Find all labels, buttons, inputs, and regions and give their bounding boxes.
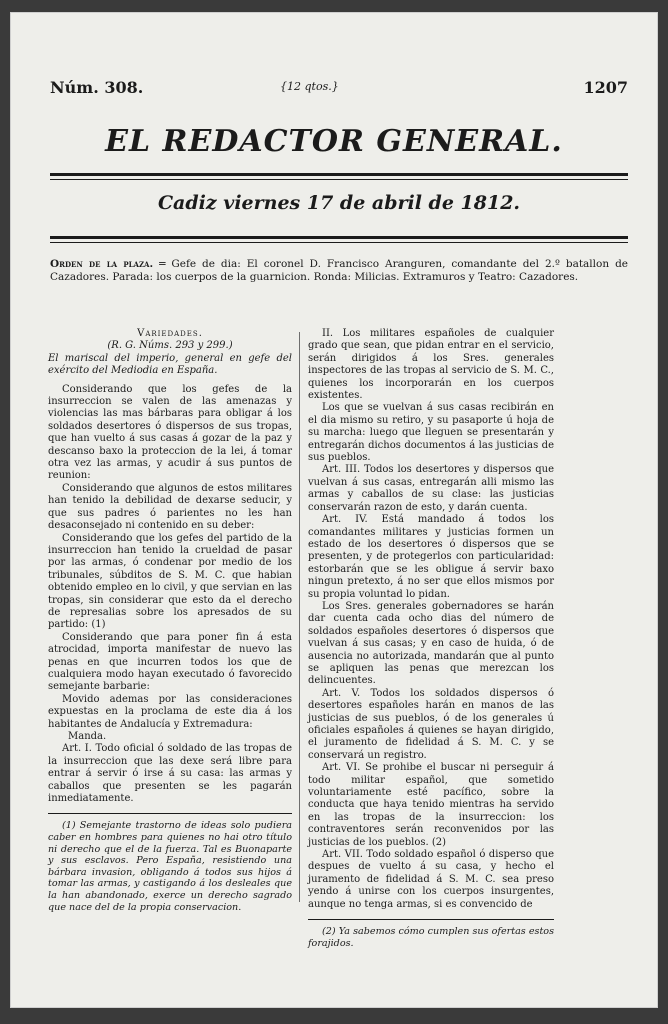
newspaper-page — [10, 12, 658, 1008]
footnote-rule — [48, 813, 292, 814]
masthead-rule — [50, 173, 628, 176]
article-1: Art. I. Todo oficial ó soldado de las tropas de la insurreccion que las dexe será libre para entrar á servir ó irse á su casa: las armas y caballos que presenten se les pagarán inmediatamente. — [48, 743, 292, 805]
paragraph: Considerando que los gefes de la insurreccion se valen de las amenazas y violencias las mas bárbaras para obligar á los soldados desertores ó dispersos de sus tropas, que han vuelto á sus casas á gozar de la paz y descanso baxo la proteccion de la lei, á tomar otra vez las armas, y acudir á sus puntos de reunion: — [48, 383, 292, 482]
paragraph: Los Sres. generales gobernadores se harán dar cuenta cada ocho dias del número de soldados españoles desertores ó dispersos que vuelvan á sus casas; y en caso de huida, ó de ausencia no autorizada, mandarán que al punto se apliquen las penas que merezcan los delincuentes. — [308, 600, 554, 687]
header-line — [50, 78, 628, 100]
paragraph: Considerando que para poner fin á esta atrocidad, importa manifestar de nuevo las penas en que incurren todos los que de cualquiera modo hayan executado ó favorecido semejante barbarie: — [48, 631, 292, 693]
decree-intro: El mariscal del imperio, general en gefe del exército del Mediodia en España. — [48, 352, 292, 377]
left-column — [48, 328, 292, 913]
masthead-rule-thin — [50, 179, 628, 180]
paragraph: Los que se vuelvan á sus casas recibirán en el dia mismo su retiro, y su pasaporte ú hoja de su marcha: luego que lleguen se presentarán y entregarán dichos documentos á las justicias de sus pueblos. — [308, 402, 554, 464]
issue-number: Núm. 308. — [50, 78, 144, 97]
manda-heading: Manda. — [68, 731, 107, 742]
article-5: Art. V. Todos los soldados dispersos ó desertores españoles harán en manos de las justicias de sus pueblos, ó de los generales ú oficiales españoles á quienes se hayan dirigido, el juramento de fidelidad á S. M. C. y se conservará un registro. — [308, 687, 554, 761]
dateline-rule — [50, 236, 628, 239]
article-4: Art. IV. Está mandado á todos los comandantes militares y justicias formen un estado de los desertores ó dispersos que se presenten, y de protegerlos con particularidad: estorbarán que se les obligue á servir baxo ningun pretexto, á no ser que ellos mismos por su propia voluntad lo pidan. — [308, 514, 554, 600]
article-7: Art. VII. Todo soldado español ó disperso que despues de vuelto á su casa, y hecho el juramento de fidelidad á S. M. C. sea preso yendo á unirse con los cuerpos insurgentes, aunque no tenga armas, si es convencido de — [308, 849, 554, 910]
masthead-title: EL REDACTOR GENERAL. — [105, 124, 563, 159]
orden-label: Orden de la plaza. — [50, 258, 154, 270]
dateline: Cadiz viernes 17 de abril de 1812. — [157, 192, 521, 214]
quarto-note: {12 qtos.} — [280, 80, 339, 93]
column-divider — [299, 332, 300, 902]
paragraph: Movido ademas por las consideraciones expuestas en la proclama de este dia á los habitantes de Andalucía y Extremadura: — [48, 693, 292, 730]
dateline-rule-thin — [50, 242, 628, 243]
right-column — [308, 328, 554, 949]
paragraph: Considerando que algunos de estos militares han tenido la debilidad de dexarse seducir, y que sus padres ó parientes no les han desaconsejado ni contenido en su deber: — [48, 482, 292, 532]
footnote-2: (2) Ya sabemos cómo cumplen sus ofertas estos forajidos. — [308, 926, 554, 949]
article-6: Art. VI. Se prohibe el buscar ni perseguir á todo militar español, que sometido voluntariamente esté pacífico, sobre la conducta que haya tenido mientras ha servido en las tropas de la insurreccion: los contraventores serán reconvenidos por las justicias de los pueblos. (2) — [308, 762, 554, 848]
paragraph: Considerando que los gefes del partido de la insurreccion han tenido la crueldad de pasar por las armas, ó condenar por medio de los tribunales, súbditos de S. M. C. que habian obtenido empleo en lo civil, y que servian en las tropas, sin considerar que esto da el derecho de represalias sobre los apresados de su partido: (1) — [48, 532, 292, 631]
page-number: 1207 — [583, 78, 628, 97]
orden-de-la-plaza — [50, 258, 628, 284]
footnote-1: (1) Semejante trastorno de ideas solo pudiera caber en hombres para quienes no hai otro título ni derecho que el de la fuerza. Tal es Buonaparte y sus esclavos. Pero España, resistiendo una bárbara invasion, obligando á todos sus hijos á tomar las armas, y castigando á los desleales que la han abandonado, exerce un derecho sagrado que nace del de la propia conservacion. — [48, 820, 292, 913]
article-3: Art. III. Todos los desertores y dispersos que vuelvan á sus casas, entregarán alli mismo las armas y caballos de su clase: las justicias conservarán razon de esto, y darán cuenta. — [308, 464, 554, 513]
article-2: II. Los militares españoles de cualquier grado que sean, que pidan entrar en el servicio, serán dirigidos á los Sres. generales inspectores de las tropas al servicio de S. M. C., quienes los incorporarán en los cuerpos existentes. — [308, 328, 554, 402]
orden-text: ═ Gefe de dia: El coronel D. Francisco Aranguren, comandante del 2.º batallon de Cazadores. Parada: los cuerpos de la guarnicion. Ronda: Milicias. Extramuros y Teatro: Cazadores. — [50, 258, 628, 283]
section-title: Variedades. — [137, 328, 203, 339]
footnote-rule — [308, 919, 554, 920]
reference-note: (R. G. Núms. 293 y 299.) — [107, 340, 233, 352]
